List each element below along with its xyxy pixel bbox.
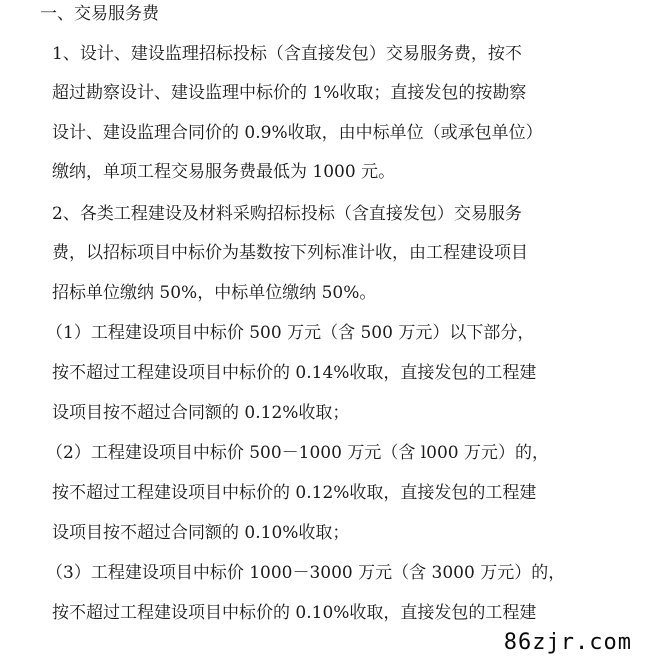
paragraph-line: 设计、建设监理合同价的 0.9%收取，由中标单位（或承包单位）: [52, 123, 543, 143]
paragraph-line: 按不超过工程建设项目中标价的 0.10%收取，直接发包的工程建: [52, 603, 537, 623]
paragraph-line: 超过勘察设计、建设监理中标价的 1%收取；直接发包的按勘察: [52, 83, 527, 103]
paragraph-line: 1、设计、建设监理招标投标（含直接发包）交易服务费，按不: [52, 44, 522, 64]
site-watermark: 86zjr.com: [503, 630, 632, 655]
paragraph-line: 招标单位缴纳 50%，中标单位缴纳 50%。: [52, 283, 377, 303]
paragraph-line: （2）工程建设项目中标价 500－1000 万元（含 l000 万元）的，: [46, 443, 550, 463]
paragraph-line: 按不超过工程建设项目中标价的 0.14%收取，直接发包的工程建: [52, 363, 537, 383]
paragraph-line: （3）工程建设项目中标价 1000－3000 万元（含 3000 万元）的，: [46, 563, 566, 583]
paragraph-line: 按不超过工程建设项目中标价的 0.12%收取，直接发包的工程建: [52, 483, 537, 503]
section-heading: 一、交易服务费: [40, 4, 159, 24]
paragraph-line: 2、各类工程建设及材料采购招标投标（含直接发包）交易服务: [52, 204, 522, 224]
paragraph-line: 费，以招标项目中标价为基数按下列标准计收，由工程建设项目: [52, 243, 528, 263]
paragraph-line: （1）工程建设项目中标价 500 万元（含 500 万元）以下部分，: [46, 323, 535, 343]
paragraph-line: 缴纳，单项工程交易服务费最低为 1000 元。: [52, 162, 396, 182]
paragraph-line: 设项目按不超过合同额的 0.12%收取；: [52, 403, 350, 423]
paragraph-line: 设项目按不超过合同额的 0.10%收取；: [52, 523, 350, 543]
